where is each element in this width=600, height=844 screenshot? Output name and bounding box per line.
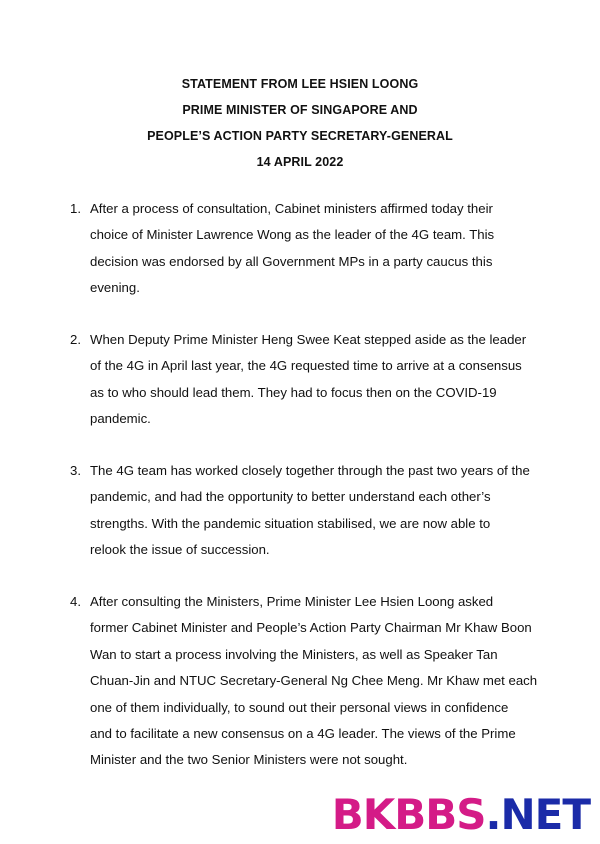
header-title-line-1: STATEMENT FROM LEE HSIEN LOONG bbox=[181, 77, 419, 91]
paragraph-number: 3. bbox=[70, 463, 81, 478]
paragraph-text: After a process of consultation, Cabinet ministers affirmed today their choice of Minister Lawrence Wong as the leader of the 4G team. This decision was endorsed by all Government MPs in a party caucus this evening. bbox=[90, 201, 495, 296]
header-date: 14 APRIL 2022 bbox=[256, 155, 344, 169]
numbered-paragraph-4 bbox=[70, 589, 540, 774]
paragraph-number: 4. bbox=[70, 594, 81, 609]
watermark-part-1: BKBBS bbox=[331, 790, 486, 839]
numbered-paragraph-2 bbox=[70, 327, 540, 433]
header-title-line-3: PEOPLE’S ACTION PARTY SECRETARY-GENERAL bbox=[147, 129, 453, 143]
paragraph-text: After consulting the Ministers, Prime Minister Lee Hsien Loong asked former Cabinet Minister and People’s Action Party Chairman Mr Khaw Boon Wan to start a process involving the Ministers, as well as Speaker Tan Chuan-Jin and NTUC Secretary-General Ng Chee Meng. Mr Khaw met each one of them individually, to sound out their personal views in confidence and to facilitate a new consensus on a 4G leader. The views of the Prime Minister and the two Senior Ministers were not sought. bbox=[90, 594, 538, 768]
header-title-line-2: PRIME MINISTER OF SINGAPORE AND bbox=[182, 103, 418, 117]
watermark-part-2: .NET bbox=[485, 790, 590, 839]
numbered-paragraph-1 bbox=[70, 196, 540, 302]
paragraph-text: When Deputy Prime Minister Heng Swee Keat stepped aside as the leader of the 4G in April last year, the 4G requested time to arrive at a consensus as to who should lead them. They had to focus then on the COVID-19 pandemic. bbox=[90, 332, 527, 427]
site-watermark bbox=[331, 790, 590, 839]
statement-header bbox=[0, 71, 600, 175]
paragraph-number: 2. bbox=[70, 332, 81, 347]
numbered-paragraph-3 bbox=[70, 458, 540, 564]
paragraph-number: 1. bbox=[70, 201, 81, 216]
paragraph-text: The 4G team has worked closely together through the past two years of the pandemic, and had the opportunity to better understand each other’s strengths. With the pandemic situation stabilised, we are now able to relook the issue of succession. bbox=[90, 463, 530, 558]
